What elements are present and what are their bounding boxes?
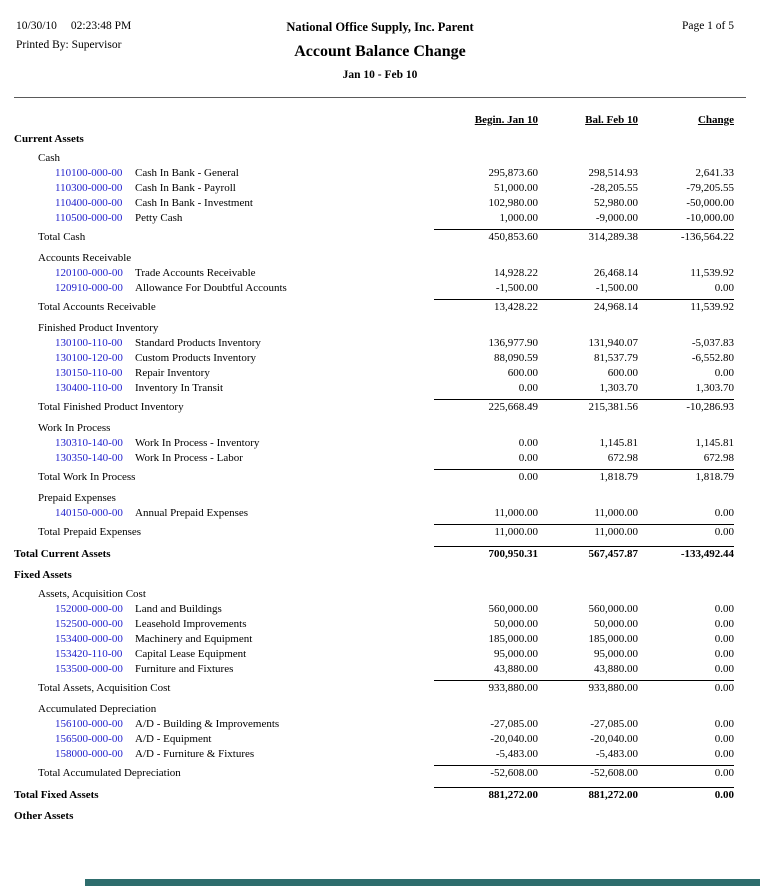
account-number-link[interactable]: 130350-140-00 <box>55 452 123 464</box>
amount-balance: 314,289.38 <box>538 229 638 245</box>
account-description: Capital Lease Equipment <box>135 648 247 660</box>
amount-begin: 185,000.00 <box>488 633 538 645</box>
account-row <box>14 617 734 632</box>
account-number-link[interactable]: 110300-000-00 <box>55 182 123 194</box>
amount-change: 1,303.70 <box>695 382 734 394</box>
amount-begin: -20,040.00 <box>490 733 538 745</box>
printed-by-value: Supervisor <box>71 39 122 51</box>
account-number-link[interactable]: 120910-000-00 <box>55 282 123 294</box>
group-header: Assets, Acquisition Cost <box>38 588 146 600</box>
report-body-wrap <box>0 98 760 824</box>
amount-begin: 700,950.31 <box>434 546 538 562</box>
amount-balance: -5,483.00 <box>595 748 638 760</box>
account-row <box>14 632 734 647</box>
group-total-label: Total Work In Process <box>38 471 136 483</box>
amount-begin: 933,880.00 <box>434 680 538 696</box>
amount-balance: 24,968.14 <box>538 299 638 315</box>
account-description: Allowance For Doubtful Accounts <box>135 282 287 294</box>
amount-begin: 1,000.00 <box>499 212 538 224</box>
account-row <box>14 166 734 181</box>
amount-change: -10,286.93 <box>638 399 734 415</box>
group-total-row <box>14 680 734 695</box>
amount-begin: 0.00 <box>518 452 538 464</box>
account-description: A/D - Furniture & Fixtures <box>135 748 255 760</box>
account-row <box>14 181 734 196</box>
amount-begin: 51,000.00 <box>494 182 538 194</box>
account-row <box>14 717 734 732</box>
account-description: Work In Process - Labor <box>135 452 243 464</box>
amount-change: 0.00 <box>714 603 734 615</box>
account-number-link[interactable]: 153420-110-00 <box>55 648 123 660</box>
amount-begin: -1,500.00 <box>495 282 538 294</box>
amount-begin: 11,000.00 <box>494 507 538 519</box>
section-header: Current Assets <box>14 133 84 145</box>
amount-change: 0.00 <box>714 367 734 379</box>
account-number-link[interactable]: 156500-000-00 <box>55 733 123 745</box>
amount-change: 0.00 <box>714 718 734 730</box>
account-description: A/D - Building & Improvements <box>135 718 280 730</box>
section-total-label: Total Fixed Assets <box>14 789 99 801</box>
amount-change: 0.00 <box>714 648 734 660</box>
amount-change: 672.98 <box>703 452 734 464</box>
column-header-begin: Begin. Jan 10 <box>474 114 538 126</box>
account-number-link[interactable]: 130150-110-00 <box>55 367 123 379</box>
group-header: Prepaid Expenses <box>38 492 116 504</box>
amount-balance: -9,000.00 <box>595 212 638 224</box>
account-number-link[interactable]: 130100-120-00 <box>55 352 123 364</box>
amount-balance: 600.00 <box>607 367 638 379</box>
amount-change: -10,000.00 <box>686 212 734 224</box>
account-description: Land and Buildings <box>135 603 222 615</box>
company-name: National Office Supply, Inc. Parent <box>286 20 474 34</box>
group-header: Accumulated Depreciation <box>38 703 157 715</box>
amount-begin: 295,873.60 <box>488 167 538 179</box>
amount-balance: -27,085.00 <box>590 718 638 730</box>
amount-change: 0.00 <box>714 282 734 294</box>
account-row <box>14 732 734 747</box>
report-header <box>0 0 760 97</box>
amount-balance: 131,940.07 <box>588 337 638 349</box>
amount-change: 0.00 <box>714 618 734 630</box>
account-description: Cash In Bank - Investment <box>135 197 253 209</box>
amount-balance: 215,381.56 <box>538 399 638 415</box>
amount-balance: 560,000.00 <box>588 603 638 615</box>
report-title: Account Balance Change <box>294 43 466 60</box>
amount-change: -50,000.00 <box>686 197 734 209</box>
account-number-link[interactable]: 153500-000-00 <box>55 663 123 675</box>
account-number-link[interactable]: 130100-110-00 <box>55 337 123 349</box>
amount-balance: 298,514.93 <box>588 167 638 179</box>
amount-begin: 560,000.00 <box>488 603 538 615</box>
group-header: Accounts Receivable <box>38 252 132 264</box>
account-row <box>14 647 734 662</box>
account-row <box>14 366 734 381</box>
amount-begin: 14,928.22 <box>494 267 538 279</box>
account-description: Cash In Bank - General <box>135 167 239 179</box>
account-row <box>14 351 734 366</box>
print-date: 10/30/10 <box>16 20 57 32</box>
amount-begin: 43,880.00 <box>494 663 538 675</box>
amount-change: -133,492.44 <box>638 546 734 562</box>
account-description: Leasehold Improvements <box>135 618 247 630</box>
amount-balance: 11,000.00 <box>594 507 638 519</box>
amount-change: 1,145.81 <box>695 437 734 449</box>
account-description: Cash In Bank - Payroll <box>135 182 236 194</box>
report-rows <box>14 132 734 824</box>
amount-change: 0.00 <box>714 663 734 675</box>
amount-balance: 81,537.79 <box>594 352 638 364</box>
amount-balance: -28,205.55 <box>590 182 638 194</box>
group-header: Work In Process <box>38 422 111 434</box>
page-indicator: Page 1 of 5 <box>681 20 734 32</box>
amount-begin: 11,000.00 <box>434 524 538 540</box>
group-total-row <box>14 765 734 780</box>
group-total-row <box>14 229 734 244</box>
account-description: A/D - Equipment <box>135 733 212 745</box>
amount-change: 0.00 <box>714 507 734 519</box>
account-description: Trade Accounts Receivable <box>135 267 256 279</box>
account-row <box>14 211 734 226</box>
column-header-change: Change <box>697 114 734 126</box>
account-description: Machinery and Equipment <box>135 633 253 645</box>
amount-change: 0.00 <box>638 524 734 540</box>
amount-balance: 567,457.87 <box>538 546 638 562</box>
account-number-link[interactable]: 130400-110-00 <box>55 382 123 394</box>
bottom-window-bar <box>85 879 760 886</box>
account-row <box>14 381 734 396</box>
amount-change: 0.00 <box>638 680 734 696</box>
amount-begin: 881,272.00 <box>434 787 538 803</box>
amount-change: -136,564.22 <box>638 229 734 245</box>
group-total-label: Total Assets, Acquisition Cost <box>38 682 171 694</box>
account-description: Annual Prepaid Expenses <box>135 507 249 519</box>
account-number-link[interactable]: 110400-000-00 <box>55 197 123 209</box>
amount-begin: 450,853.60 <box>434 229 538 245</box>
amount-change: 0.00 <box>714 633 734 645</box>
amount-change: 11,539.92 <box>638 299 734 315</box>
account-description: Standard Products Inventory <box>135 337 261 349</box>
section-header: Fixed Assets <box>14 569 72 581</box>
amount-begin: -5,483.00 <box>495 748 538 760</box>
group-total-row <box>14 469 734 484</box>
section-total-row <box>14 787 734 802</box>
report-title-block <box>0 20 760 81</box>
amount-balance: 26,468.14 <box>594 267 638 279</box>
account-row <box>14 266 734 281</box>
account-number-link[interactable]: 130310-140-00 <box>55 437 123 449</box>
account-number-link[interactable]: 120100-000-00 <box>55 267 123 279</box>
group-header: Cash <box>38 152 60 164</box>
account-row <box>14 451 734 466</box>
account-number-link[interactable]: 158000-000-00 <box>55 748 123 760</box>
group-total-row <box>14 299 734 314</box>
account-row <box>14 336 734 351</box>
account-row <box>14 747 734 762</box>
amount-balance: -52,608.00 <box>538 765 638 781</box>
group-header: Finished Product Inventory <box>38 322 159 334</box>
account-row <box>14 506 734 521</box>
amount-begin: -52,608.00 <box>434 765 538 781</box>
amount-balance: -20,040.00 <box>590 733 638 745</box>
amount-balance: 50,000.00 <box>594 618 638 630</box>
group-total-label: Total Prepaid Expenses <box>38 526 142 538</box>
group-total-label: Total Finished Product Inventory <box>38 401 184 413</box>
account-number-link[interactable]: 152500-000-00 <box>55 618 123 630</box>
amount-begin: 88,090.59 <box>494 352 538 364</box>
amount-begin: -27,085.00 <box>490 718 538 730</box>
amount-change: 2,641.33 <box>695 167 734 179</box>
account-number-link[interactable]: 153400-000-00 <box>55 633 123 645</box>
account-number-link[interactable]: 156100-000-00 <box>55 718 123 730</box>
amount-begin: 50,000.00 <box>494 618 538 630</box>
amount-balance: 95,000.00 <box>594 648 638 660</box>
account-row <box>14 196 734 211</box>
amount-change: -6,552.80 <box>691 352 734 364</box>
print-time: 02:23:48 PM <box>70 20 132 32</box>
amount-change: 1,818.79 <box>638 469 734 485</box>
amount-change: 0.00 <box>714 733 734 745</box>
column-headers-row <box>14 112 734 129</box>
amount-balance: 881,272.00 <box>538 787 638 803</box>
account-number-link[interactable]: 110500-000-00 <box>55 212 123 224</box>
report-period: Jan 10 - Feb 10 <box>342 69 418 81</box>
amount-balance: 1,303.70 <box>599 382 638 394</box>
amount-balance: 43,880.00 <box>594 663 638 675</box>
account-row <box>14 436 734 451</box>
amount-begin: 600.00 <box>507 367 538 379</box>
amount-balance: 185,000.00 <box>588 633 638 645</box>
section-total-label: Total Current Assets <box>14 548 111 560</box>
account-row <box>14 662 734 677</box>
amount-balance: 672.98 <box>607 452 638 464</box>
group-total-row <box>14 399 734 414</box>
account-description: Repair Inventory <box>135 367 210 379</box>
amount-begin: 95,000.00 <box>494 648 538 660</box>
group-total-label: Total Accumulated Depreciation <box>38 767 181 779</box>
amount-change: 0.00 <box>714 748 734 760</box>
account-row <box>14 602 734 617</box>
amount-begin: 13,428.22 <box>434 299 538 315</box>
account-description: Work In Process - Inventory <box>135 437 260 449</box>
amount-balance: 933,880.00 <box>538 680 638 696</box>
amount-change: 0.00 <box>638 787 734 803</box>
group-total-label: Total Accounts Receivable <box>38 301 156 313</box>
section-header: Other Assets <box>14 810 74 822</box>
amount-change: -5,037.83 <box>691 337 734 349</box>
amount-change: -79,205.55 <box>686 182 734 194</box>
amount-balance: 52,980.00 <box>594 197 638 209</box>
group-total-label: Total Cash <box>38 231 86 243</box>
account-number-link[interactable]: 110100-000-00 <box>55 167 123 179</box>
amount-change: 11,539.92 <box>690 267 734 279</box>
amount-begin: 225,668.49 <box>434 399 538 415</box>
amount-balance: 11,000.00 <box>538 524 638 540</box>
amount-balance: 1,818.79 <box>538 469 638 485</box>
account-description: Petty Cash <box>135 212 183 224</box>
group-total-row <box>14 524 734 539</box>
amount-begin: 136,977.90 <box>488 337 538 349</box>
account-row <box>14 281 734 296</box>
amount-balance: 1,145.81 <box>599 437 638 449</box>
printed-by-label: Printed By: <box>16 39 69 51</box>
column-header-balance: Bal. Feb 10 <box>585 114 638 126</box>
amount-change: 0.00 <box>638 765 734 781</box>
account-description: Custom Products Inventory <box>135 352 256 364</box>
amount-begin: 102,980.00 <box>488 197 538 209</box>
amount-begin: 0.00 <box>518 437 538 449</box>
amount-begin: 0.00 <box>434 469 538 485</box>
amount-begin: 0.00 <box>518 382 538 394</box>
account-description: Inventory In Transit <box>135 382 223 394</box>
amount-balance: -1,500.00 <box>595 282 638 294</box>
section-total-row <box>14 546 734 561</box>
account-number-link[interactable]: 140150-000-00 <box>55 507 123 519</box>
account-number-link[interactable]: 152000-000-00 <box>55 603 123 615</box>
account-description: Furniture and Fixtures <box>135 663 234 675</box>
